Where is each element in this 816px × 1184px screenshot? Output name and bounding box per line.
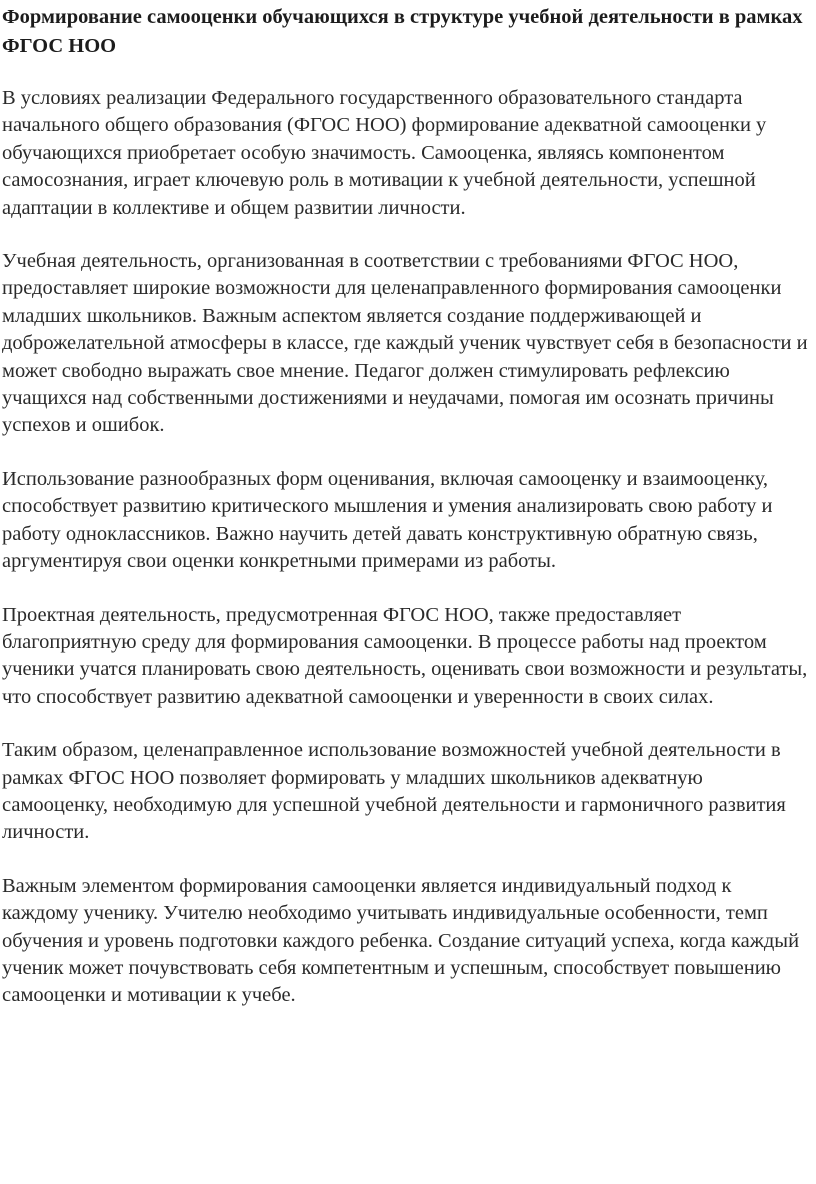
paragraph-4: Проектная деятельность, предусмотренная ФГОС НОО, также предоставляет благоприятную среду для формирования самооценки. В процессе работы над проектом ученики учатся планировать свою деятельность, оценивать свои возможности и результаты, что способствует развитию адекватной самооценки и уверенности в своих силах. bbox=[2, 603, 808, 708]
paragraph-5: Таким образом, целенаправленное использование возможностей учебной деятельности в рамках ФГОС НОО позволяет формировать у младших школьников адекватную самооценку, необходимую для успешной учебной деятельности и гармоничного развития личности. bbox=[2, 739, 786, 844]
paragraph-6: Важным элементом формирования самооценки является индивидуальный подход к каждому ученику. Учителю необходимо учитывать индивидуальные особенности, темп обучения и уровень подготовки каждого ребенка. Создание ситуаций успеха, когда каждый ученик может почувствовать себя компетентным и успешным, способствует повышению самооценки и мотивации к учебе. bbox=[2, 874, 800, 1007]
paragraph-2: Учебная деятельность, организованная в соответствии с требованиями ФГОС НОО, предоставляет широкие возможности для целенаправленного формирования самооценки младших школьников. Важным аспектом является создание поддерживающей и доброжелательной атмосферы в классе, где каждый ученик чувствует себя в безопасности и может свободно выражать свое мнение. Педагог должен стимулировать рефлексию учащихся над собственными достижениями и неудачами, помогая им осознать причины успехов и ошибок. bbox=[2, 250, 808, 437]
paragraph-3: Использование разнообразных форм оценивания, включая самооценку и взаимооценку, способствует развитию критического мышления и умения анализировать свою работу и работу одноклассников. Важно научить детей давать конструктивную обратную связь, аргументируя свои оценки конкретными примерами из работы. bbox=[2, 467, 773, 573]
paragraph-1: В условиях реализации Федерального государственного образовательного стандарта начального общего образования (ФГОС НОО) формирование адекватной самооценки у обучающихся приобретает особую значимость. Самооценка, являясь компонентом самосознания, играет ключевую роль в мотивации к учебной деятельности, успешной адаптации в коллективе и общем развитии личности. bbox=[2, 87, 767, 219]
document-title: Формирование самооценки обучающихся в структуре учебной деятельности в рамках ФГОС НОО bbox=[2, 6, 803, 57]
